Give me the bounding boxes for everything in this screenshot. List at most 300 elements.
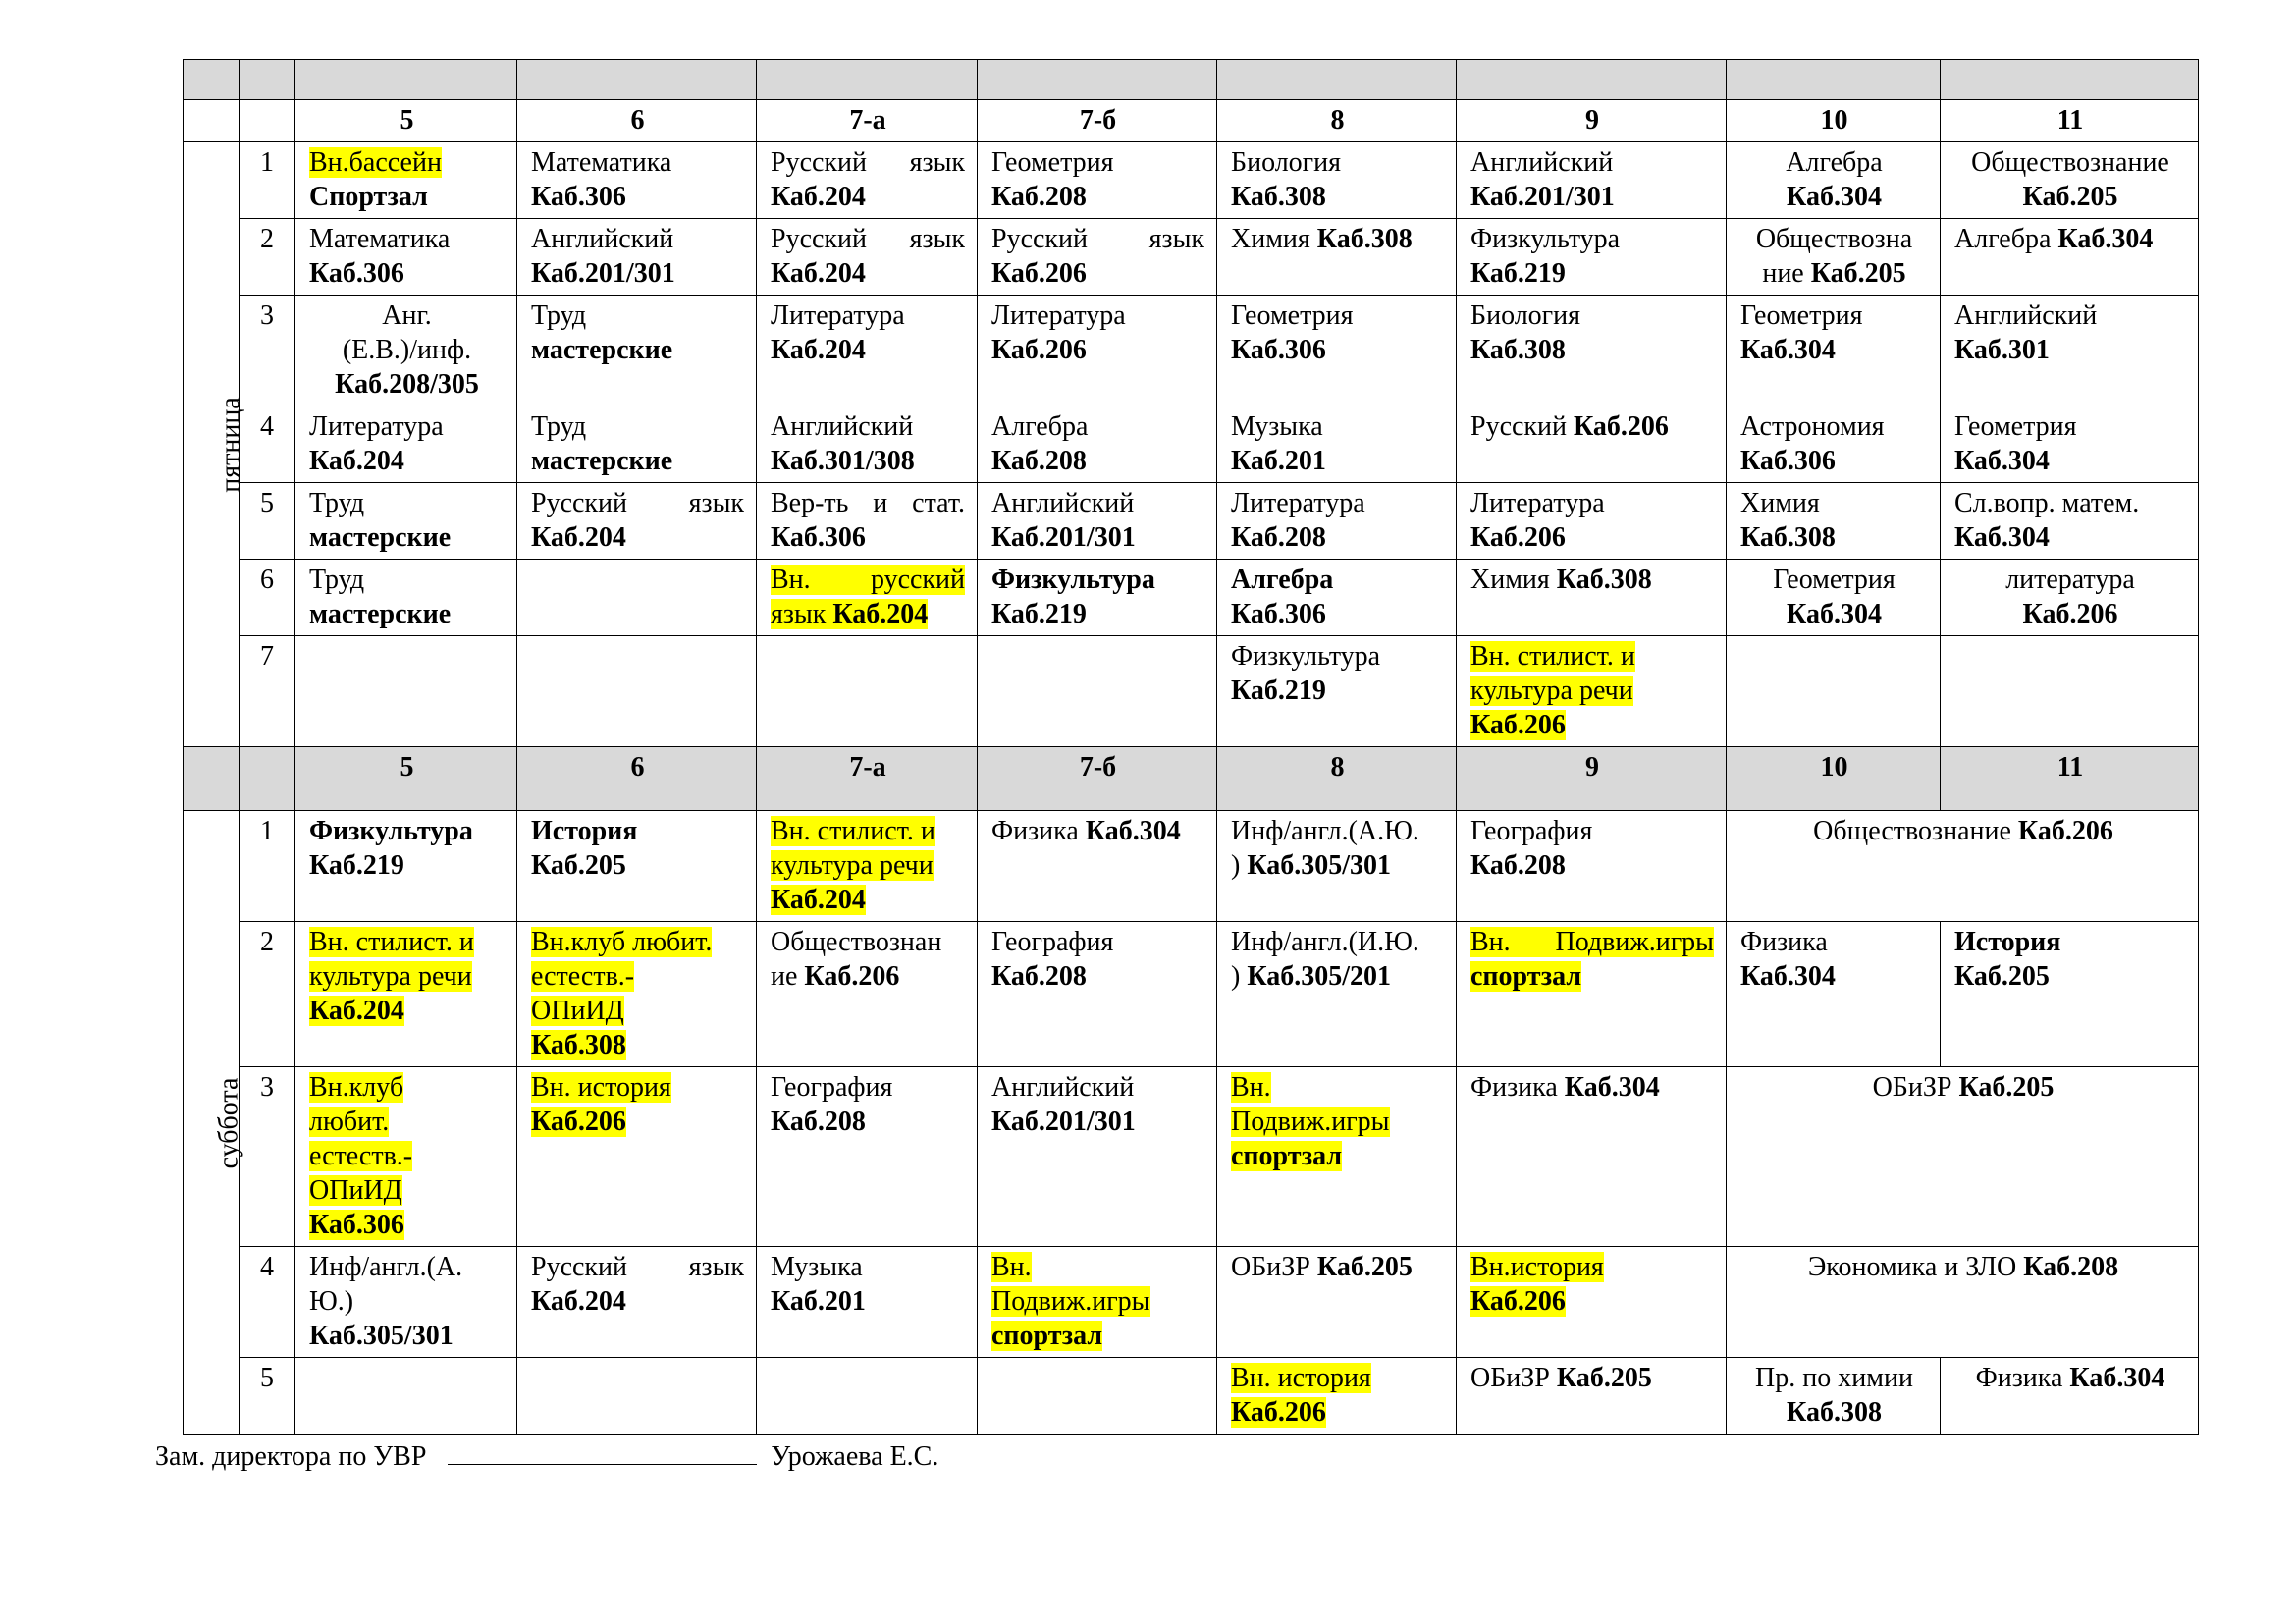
lesson-line: [771, 298, 965, 333]
subject-name: Обществознание: [1971, 147, 2169, 178]
subject-name: Литература: [991, 300, 1126, 331]
extracurricular-highlight: [991, 1286, 1150, 1317]
subject-name: Химия: [1470, 565, 1557, 595]
lesson-text: [309, 258, 404, 289]
lesson-text: [771, 1286, 866, 1317]
grade-header: 7-б: [978, 747, 1217, 811]
lesson-cell: [295, 296, 517, 406]
lesson-cell: [1457, 483, 1727, 560]
lesson-text: [309, 522, 451, 553]
lesson-line: [1231, 520, 1444, 555]
saturday-grade-header-row: [184, 747, 2199, 811]
lesson-cell: [517, 483, 757, 560]
lesson-line: [991, 597, 1204, 631]
room-label: Каб.206: [2017, 816, 2113, 846]
lesson-text: [1231, 488, 1365, 518]
lesson-text: [2023, 182, 2118, 212]
lesson-line: [1740, 409, 1928, 444]
lesson-text: [1231, 850, 1391, 881]
lesson-line: [1470, 180, 1714, 214]
lesson-number: 3: [240, 1067, 295, 1247]
room-label: спортзал: [991, 1321, 1103, 1351]
lesson-text: [309, 1286, 353, 1317]
lesson-line: [1740, 222, 1928, 256]
subject-name: Анг.: [382, 300, 432, 331]
lesson-text: [1873, 1072, 2055, 1103]
lesson-cell: [1941, 922, 2199, 1067]
lesson-line: [1231, 1361, 1444, 1395]
lesson-line: [1470, 814, 1714, 848]
lesson-text: [531, 522, 626, 553]
lesson-text: [991, 224, 1204, 254]
lesson-cell: [1217, 636, 1457, 747]
subject-name: Физика: [1975, 1363, 2070, 1393]
subject-name: Астрономия: [1740, 411, 1885, 442]
lesson-line: [1470, 1250, 1714, 1284]
lesson-line: [991, 1070, 1204, 1105]
lesson-cell: [517, 811, 757, 922]
lesson-row: [184, 406, 2199, 483]
lesson-line: [1231, 486, 1444, 520]
lesson-line: [1954, 925, 2186, 959]
lesson-number: 6: [240, 560, 295, 636]
subject-name: Физика: [1470, 1072, 1565, 1103]
lesson-line: [1231, 222, 1444, 256]
lesson-text: [1231, 961, 1391, 992]
lesson-cell: [1727, 1358, 1941, 1435]
room-label: Каб.204: [771, 885, 866, 915]
lesson-line: [531, 848, 744, 883]
subject-name: Физика: [1740, 927, 1828, 957]
lesson-text: [1755, 1363, 1913, 1393]
lesson-text: [1954, 961, 2050, 992]
lesson-text: [1231, 641, 1380, 672]
lesson-text: [531, 1252, 744, 1282]
room-label: Каб.206: [1231, 1397, 1326, 1428]
room-label: Каб.304: [1564, 1072, 1660, 1103]
lesson-line: [771, 444, 965, 478]
extracurricular-highlight: [1231, 1397, 1326, 1428]
lesson-text: [382, 300, 432, 331]
lesson-line: [1231, 1139, 1444, 1173]
subject-name: Обществозна: [1755, 224, 1913, 254]
lesson-line: [1470, 520, 1714, 555]
subject-name: Геометрия: [1954, 411, 2077, 442]
lesson-text: [1231, 224, 1413, 254]
lesson-cell: [1727, 1067, 2199, 1247]
lesson-line: [1231, 333, 1444, 367]
grade-header: 6: [517, 100, 757, 142]
lesson-cell: [517, 219, 757, 296]
lesson-text: [1740, 411, 1885, 442]
lesson-text: [771, 1072, 892, 1103]
lesson-cell: [1727, 1247, 2199, 1358]
lesson-text: [771, 300, 905, 331]
room-label: Каб.308: [1231, 182, 1326, 212]
lesson-line: [1470, 639, 1714, 674]
extracurricular-highlight: [1231, 1141, 1342, 1171]
lesson-cell: [295, 1067, 517, 1247]
subject-name: Инф/англ.(А.: [309, 1252, 463, 1282]
subject-name: Экономика и ЗЛО: [1807, 1252, 2024, 1282]
lesson-line: [991, 563, 1204, 597]
lesson-row: [184, 1067, 2199, 1247]
room-label: Каб.305/301: [309, 1321, 454, 1351]
extracurricular-highlight: [1470, 1252, 1604, 1282]
subject-name: Английский: [1954, 300, 2098, 331]
room-label: Каб.201/301: [1470, 182, 1615, 212]
room-label: Каб.206: [991, 335, 1087, 365]
lesson-cell: [978, 1247, 1217, 1358]
lesson-line: [309, 222, 505, 256]
lesson-text: [771, 488, 965, 518]
lesson-text: [771, 522, 866, 553]
lesson-cell: [1941, 406, 2199, 483]
lesson-line: [1954, 563, 2186, 597]
subject-name: Вер-ть и стат.: [771, 488, 965, 518]
lesson-text: [771, 961, 899, 992]
lesson-line: [1231, 1250, 1444, 1284]
subject-name: ): [1231, 850, 1248, 881]
extracurricular-highlight: [771, 816, 935, 846]
room-label: История: [1954, 927, 2061, 957]
lesson-text: [1954, 411, 2077, 442]
subject-name: Труд: [309, 565, 365, 595]
lesson-row: [184, 1358, 2199, 1435]
day-label-cell: [184, 142, 246, 747]
room-label: Каб.304: [2069, 1363, 2165, 1393]
lesson-line: [1231, 1105, 1444, 1139]
lesson-line: [771, 959, 965, 994]
lesson-line: [309, 597, 505, 631]
lesson-text: [991, 446, 1087, 476]
extracurricular-highlight: [771, 565, 965, 595]
room-label: Каб.204: [771, 182, 866, 212]
friday-grade-header-row: [184, 100, 2199, 142]
lesson-cell: [1217, 406, 1457, 483]
lesson-text: [991, 961, 1087, 992]
lesson-text: [1231, 522, 1326, 553]
lesson-line: [1231, 1395, 1444, 1430]
lesson-line: [1231, 814, 1444, 848]
lesson-text: [1773, 565, 1896, 595]
room-label: Каб.201: [1231, 446, 1326, 476]
lesson-text: [335, 369, 479, 400]
lesson-cell: [757, 219, 978, 296]
grade-header: 9: [1457, 747, 1727, 811]
room-label: Каб.306: [1740, 446, 1836, 476]
lesson-cell: [757, 560, 978, 636]
lesson-row: [184, 296, 2199, 406]
subject-name: Математика: [309, 224, 451, 254]
lesson-number: 5: [240, 1358, 295, 1435]
extracurricular-highlight: [309, 1141, 412, 1171]
lesson-cell: [757, 406, 978, 483]
room-label: Каб.306: [309, 1210, 404, 1240]
lesson-line: [771, 925, 965, 959]
lesson-line: [1470, 708, 1714, 742]
lesson-line: [1231, 848, 1444, 883]
lesson-line: [309, 814, 505, 848]
lesson-line: [1470, 925, 1714, 959]
lesson-text: [1762, 258, 1905, 289]
lesson-cell: [757, 1067, 978, 1247]
lesson-line: [1231, 409, 1444, 444]
room-label: Каб.205: [1954, 961, 2050, 992]
lesson-line: [531, 959, 744, 994]
lesson-line: [309, 333, 505, 367]
lesson-line: [309, 1208, 505, 1242]
lesson-cell: [517, 922, 757, 1067]
lesson-line: [309, 520, 505, 555]
lesson-line: [1231, 959, 1444, 994]
room-label: Спортзал: [309, 182, 428, 212]
lesson-line: [309, 959, 505, 994]
lesson-text: [1470, 300, 1580, 331]
lesson-text: [309, 411, 444, 442]
subject-name: Вн.клуб: [309, 1072, 404, 1103]
lesson-number: 4: [240, 1247, 295, 1358]
subject-name: ние: [1762, 258, 1811, 289]
subject-name: (Е.В.)/инф.: [342, 335, 472, 365]
lesson-line: [309, 1070, 505, 1105]
room-label: Каб.205: [1556, 1363, 1652, 1393]
lesson-text: [1756, 224, 1912, 254]
lesson-line: [771, 1250, 965, 1284]
subject-name: Геометрия: [1231, 300, 1354, 331]
lesson-text: [1954, 300, 2097, 331]
lesson-cell: [295, 560, 517, 636]
extracurricular-highlight: [309, 1210, 404, 1240]
room-label: Каб.308: [1740, 522, 1836, 553]
room-label: Каб.208: [1470, 850, 1566, 881]
lesson-cell: [1457, 1247, 1727, 1358]
room-label: Каб.305/201: [1247, 961, 1392, 992]
lesson-line: [1231, 145, 1444, 180]
lesson-line: [309, 180, 505, 214]
lesson-line: [1740, 298, 1928, 333]
lesson-row: [184, 560, 2199, 636]
lesson-line: [991, 925, 1204, 959]
extracurricular-highlight: [309, 1175, 402, 1206]
lesson-text: [1787, 182, 1882, 212]
subject-name: Обществознан: [771, 927, 942, 957]
room-label: Каб.208: [2023, 1252, 2119, 1282]
lesson-cell: [1217, 142, 1457, 219]
lesson-cell: [517, 296, 757, 406]
subject-name: Музыка: [771, 1252, 863, 1282]
lesson-cell: [1941, 142, 2199, 219]
lesson-line: [1954, 409, 2186, 444]
lesson-number: 1: [240, 811, 295, 922]
lesson-line: [771, 180, 965, 214]
lesson-line: [1954, 486, 2186, 520]
lesson-cell: [1941, 560, 2199, 636]
lesson-line: [309, 1250, 505, 1284]
subject-name: Алгебра: [991, 411, 1089, 442]
lesson-text: [1470, 1072, 1660, 1103]
subject-name: Русский язык: [771, 224, 965, 254]
lesson-cell: [1941, 296, 2199, 406]
lesson-line: [309, 444, 505, 478]
lesson-line: [1740, 597, 1928, 631]
lesson-text: [1470, 258, 1566, 289]
lesson-line: [531, 180, 744, 214]
subject-name: География: [771, 1072, 893, 1103]
subject-name: ): [1231, 961, 1248, 992]
lesson-text: [1740, 961, 1836, 992]
room-label: Физкультура: [991, 565, 1155, 595]
lesson-text: [531, 816, 637, 846]
lesson-text: [991, 147, 1114, 178]
subject-name: Английский: [1470, 147, 1614, 178]
subject-name: естеств.-: [309, 1141, 413, 1171]
room-label: Каб.201: [771, 1286, 866, 1317]
lesson-line: [991, 444, 1204, 478]
lesson-text: [531, 335, 672, 365]
lesson-row: [184, 142, 2199, 219]
lesson-line: [1740, 1070, 2186, 1105]
lesson-cell: [978, 219, 1217, 296]
lesson-cell: [517, 142, 757, 219]
grade-header: 7-б: [978, 100, 1217, 142]
lesson-cell: [1727, 406, 1941, 483]
grade-header: 7-а: [757, 100, 978, 142]
lesson-text: [1470, 411, 1669, 442]
lesson-cell: [1941, 636, 2199, 747]
room-label: Каб.308: [531, 1030, 626, 1060]
lesson-line: [531, 333, 744, 367]
lesson-line: [991, 1105, 1204, 1139]
room-label: Каб.306: [1231, 335, 1326, 365]
subject-name: Труд: [309, 488, 365, 518]
room-label: Каб.219: [991, 599, 1087, 629]
lesson-row: [184, 636, 2199, 747]
room-label: Каб.306: [531, 182, 626, 212]
schedule-table: [183, 59, 2199, 1435]
lesson-cell: [1727, 636, 1941, 747]
extracurricular-highlight: [531, 961, 634, 992]
lesson-line: [1740, 520, 1928, 555]
lesson-cell: [1217, 811, 1457, 922]
subject-name: Русский язык: [771, 147, 965, 178]
lesson-text: [1470, 224, 1620, 254]
lesson-text: [1470, 488, 1605, 518]
extracurricular-highlight: [1470, 641, 1635, 672]
lesson-text: [1470, 522, 1566, 553]
lesson-cell: [1727, 922, 1941, 1067]
room-label: Каб.208: [1231, 522, 1326, 553]
lesson-line: [1470, 333, 1714, 367]
extracurricular-highlight: [1231, 1107, 1390, 1137]
lesson-line: [1740, 444, 1928, 478]
lesson-line: [1470, 1284, 1714, 1319]
lesson-cell: [1217, 1247, 1457, 1358]
lesson-cell: [1217, 296, 1457, 406]
lesson-cell: [978, 296, 1217, 406]
lesson-line: [1954, 298, 2186, 333]
extracurricular-highlight: [991, 1321, 1102, 1351]
lesson-line: [1740, 1361, 1928, 1395]
lesson-text: [1954, 335, 2050, 365]
lesson-cell: [1457, 636, 1727, 747]
lesson-text: [1740, 446, 1836, 476]
lesson-line: [309, 367, 505, 402]
subject-name: Инф/англ.(А.Ю.: [1231, 816, 1419, 846]
lesson-line: [531, 814, 744, 848]
lesson-text: [1954, 488, 2139, 518]
lesson-line: [1470, 1361, 1714, 1395]
lesson-cell: [1457, 811, 1727, 922]
lesson-line: [1740, 1250, 2186, 1284]
subject-name: ОПиИД: [309, 1175, 402, 1206]
lesson-line: [991, 959, 1204, 994]
lesson-cell: [295, 811, 517, 922]
lesson-cell: [1727, 483, 1941, 560]
lesson-cell: [1727, 296, 1941, 406]
lesson-row: [184, 1247, 2199, 1358]
lesson-line: [309, 145, 505, 180]
lesson-line: [1740, 563, 1928, 597]
room-label: Каб.205: [1810, 258, 1906, 289]
lesson-text: [991, 599, 1087, 629]
lesson-line: [771, 814, 965, 848]
lesson-line: [771, 333, 965, 367]
subject-name: Литература: [771, 300, 905, 331]
lesson-number: 3: [240, 296, 295, 406]
lesson-line: [1740, 333, 1928, 367]
lesson-text: [1231, 300, 1354, 331]
room-label: Каб.304: [2057, 224, 2154, 254]
lesson-line: [531, 256, 744, 291]
lesson-cell: [1941, 1358, 2199, 1435]
lesson-cell: [295, 1358, 517, 1435]
lesson-line: [531, 145, 744, 180]
room-label: мастерские: [309, 599, 452, 629]
room-label: Каб.306: [1231, 599, 1326, 629]
room-label: Каб.206: [804, 961, 900, 992]
subject-name: География: [1470, 816, 1593, 846]
lesson-cell: [1457, 560, 1727, 636]
subject-name: литература: [2005, 565, 2135, 595]
lesson-line: [991, 1250, 1204, 1284]
lesson-text: [1808, 1252, 2118, 1282]
extracurricular-highlight: [991, 1252, 1032, 1282]
room-label: Каб.304: [1954, 446, 2050, 476]
subject-name: любит.: [309, 1107, 390, 1137]
grade-header: 10: [1727, 100, 1941, 142]
lesson-text: [1231, 927, 1419, 957]
lesson-text: [1470, 816, 1592, 846]
room-label: Каб.301/308: [771, 446, 915, 476]
lesson-text: [531, 850, 626, 881]
lesson-text: [1470, 182, 1615, 212]
lesson-line: [1740, 814, 2186, 848]
subject-name: Геометрия: [1740, 300, 1863, 331]
lesson-text: [771, 1107, 866, 1137]
subject-name: Геометрия: [991, 147, 1114, 178]
extracurricular-highlight: [309, 961, 472, 992]
lesson-cell: [295, 142, 517, 219]
subject-name: Физика: [991, 816, 1086, 846]
lesson-cell: [1457, 1067, 1727, 1247]
lesson-line: [309, 256, 505, 291]
extracurricular-highlight: [1470, 961, 1581, 992]
lesson-cell: [978, 1067, 1217, 1247]
subject-name: Литература: [1470, 488, 1605, 518]
extracurricular-highlight: [1470, 676, 1633, 706]
lesson-text: [991, 816, 1181, 846]
